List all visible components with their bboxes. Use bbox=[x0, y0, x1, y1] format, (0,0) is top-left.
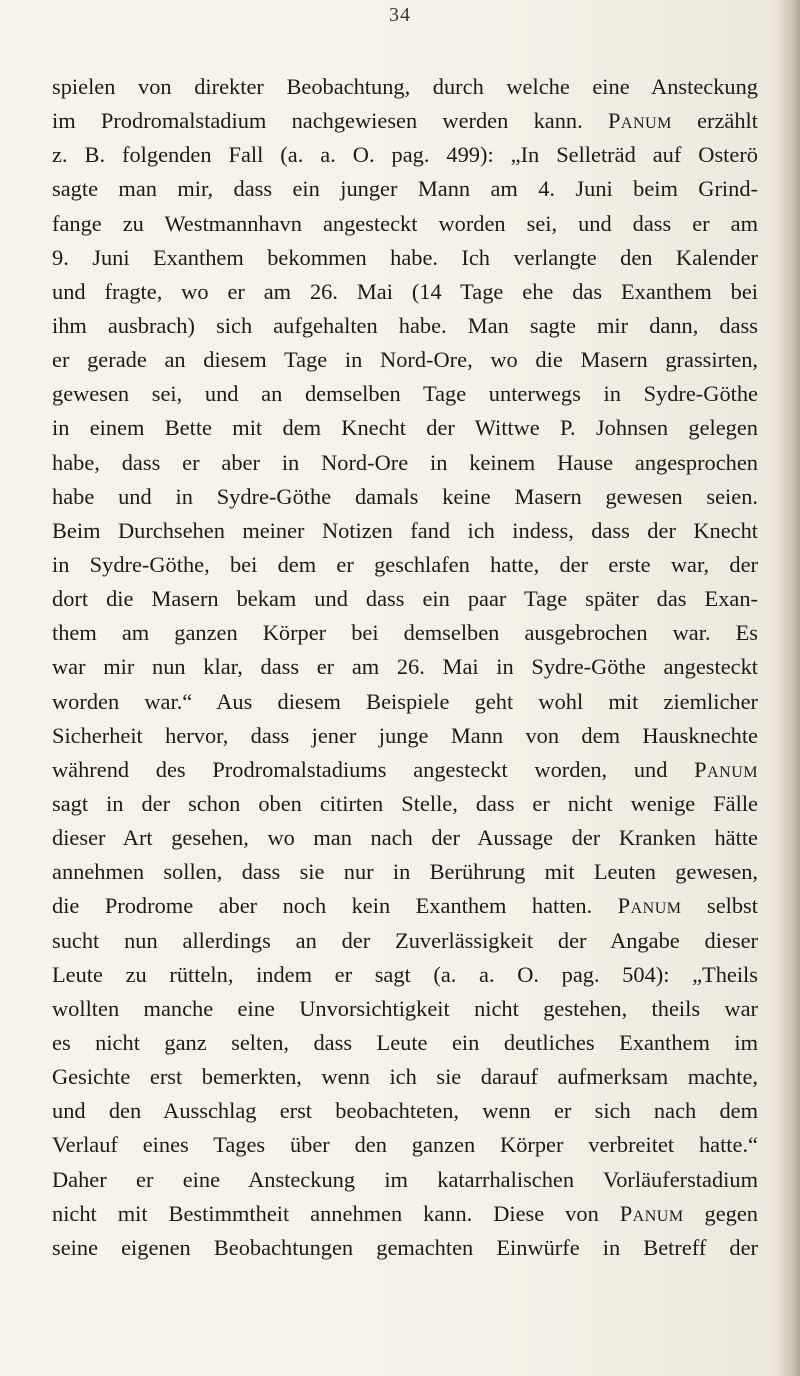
text-line bbox=[52, 70, 758, 104]
text-line bbox=[52, 1128, 758, 1162]
page-edge-shadow bbox=[778, 0, 800, 1376]
text-run: spielen von direkter Beobachtung, durch welche eine Ansteckung bbox=[52, 74, 758, 99]
text-run: Sicherheit hervor, dass jener junge Mann von dem Hausknechte bbox=[52, 722, 758, 748]
text-line bbox=[52, 1026, 758, 1060]
text-line bbox=[52, 309, 758, 343]
text-run: ihm ausbrach) sich aufgehalten habe. Man sagte mir dann, dass bbox=[52, 312, 758, 338]
text-run: wollten manche eine Unvorsichtigkeit nicht gestehen, theils war bbox=[52, 995, 758, 1021]
text-run: im Prodromalstadium nachgewiesen werden kann. bbox=[52, 108, 608, 134]
text-run: sagt in der schon oben citirten Stelle, dass er nicht wenige Fälle bbox=[52, 790, 758, 816]
text-line bbox=[52, 377, 758, 411]
text-line bbox=[52, 924, 758, 958]
text-run: Gesichte erst bemerkten, wenn ich sie darauf aufmerksam machte, bbox=[52, 1064, 758, 1090]
text-line bbox=[52, 616, 758, 650]
text-run: seine eigenen Beobachtungen gemachten Einwürfe in Betreff der bbox=[52, 1234, 758, 1260]
text-line bbox=[52, 343, 758, 377]
text-line bbox=[52, 1231, 758, 1265]
text-run: worden war.“ Aus diesem Beispiele geht wohl mit ziemlicher bbox=[52, 688, 758, 714]
text-run: in einem Bette mit dem Knecht der Wittwe P. Johnsen gelegen bbox=[52, 415, 758, 441]
author-name: Panum bbox=[617, 893, 682, 919]
text-run: Verlauf eines Tages über den ganzen Körper verbreitet hatte.“ bbox=[52, 1132, 758, 1158]
text-run: es nicht ganz selten, dass Leute ein deutliches Exanthem im bbox=[52, 1029, 758, 1055]
text-line bbox=[52, 446, 758, 480]
text-line bbox=[52, 104, 758, 138]
text-run: them am ganzen Körper bei demselben ausgebrochen war. Es bbox=[52, 620, 758, 646]
text-line bbox=[52, 1163, 758, 1197]
text-line bbox=[52, 548, 758, 582]
text-run: erzählt bbox=[671, 108, 758, 134]
text-run: in Sydre-Göthe, bei dem er geschlafen hatte, der erste war, der bbox=[52, 551, 758, 577]
text-line bbox=[52, 275, 758, 309]
text-line bbox=[52, 753, 758, 787]
text-run: und fragte, wo er am 26. Mai (14 Tage ehe das Exanthem bei bbox=[52, 278, 758, 304]
text-run: und den Ausschlag erst beobachteten, wenn er sich nach dem bbox=[52, 1098, 758, 1124]
text-run: fange zu Westmannhavn angesteckt worden sei, und dass er am bbox=[52, 210, 758, 236]
text-line bbox=[52, 480, 758, 514]
body-text bbox=[52, 70, 758, 1265]
text-line bbox=[52, 855, 758, 889]
text-line bbox=[52, 821, 758, 855]
text-run: habe und in Sydre-Göthe damals keine Masern gewesen seien. bbox=[52, 483, 758, 509]
text-line bbox=[52, 992, 758, 1026]
text-run: gegen bbox=[683, 1200, 758, 1226]
text-line bbox=[52, 514, 758, 548]
text-line bbox=[52, 1094, 758, 1128]
text-run: annehmen sollen, dass sie nur in Berührung mit Leuten gewesen, bbox=[52, 859, 758, 885]
text-run: Daher er eine Ansteckung im katarrhalischen Vorläuferstadium bbox=[52, 1166, 758, 1192]
text-run: sagte man mir, dass ein junger Mann am 4. Juni beim Grind- bbox=[52, 176, 758, 202]
text-run: Beim Durchsehen meiner Notizen fand ich indess, dass der Knecht bbox=[52, 517, 758, 543]
text-run: habe, dass er aber in Nord-Ore in keinem Hause angesprochen bbox=[52, 449, 758, 475]
text-line bbox=[52, 138, 758, 172]
author-name: Panum bbox=[607, 108, 672, 134]
text-run: die Prodrome aber noch kein Exanthem hatten. bbox=[52, 893, 618, 919]
text-run: sucht nun allerdings an der Zuverlässigkeit der Angabe dieser bbox=[52, 927, 758, 953]
text-run: war mir nun klar, dass er am 26. Mai in Sydre-Göthe angesteckt bbox=[52, 654, 758, 680]
text-line bbox=[52, 582, 758, 616]
author-name: Panum bbox=[694, 756, 758, 782]
page-number: 34 bbox=[389, 4, 411, 26]
text-line bbox=[52, 207, 758, 241]
author-name: Panum bbox=[619, 1200, 684, 1226]
text-run: nicht mit Bestimmtheit annehmen kann. Diese von bbox=[52, 1200, 620, 1226]
text-line bbox=[52, 685, 758, 719]
text-run: dort die Masern bekam und dass ein paar Tage später das Exan- bbox=[52, 586, 758, 612]
text-run: gewesen sei, und an demselben Tage unterwegs in Sydre-Göthe bbox=[52, 381, 758, 407]
text-line bbox=[52, 172, 758, 206]
text-run: 9. Juni Exanthem bekommen habe. Ich verlangte den Kalender bbox=[52, 244, 758, 270]
text-line bbox=[52, 650, 758, 684]
text-line bbox=[52, 241, 758, 275]
text-run: Leute zu rütteln, indem er sagt (a. a. O. pag. 504): „Theils bbox=[52, 961, 758, 987]
text-run: z. B. folgenden Fall (a. a. O. pag. 499): „In Selleträd auf Osterö bbox=[52, 142, 758, 168]
text-run: selbst bbox=[681, 893, 758, 919]
text-line bbox=[52, 889, 758, 923]
text-run: er gerade an diesem Tage in Nord-Ore, wo die Masern grassirten, bbox=[52, 347, 758, 373]
text-run: dieser Art gesehen, wo man nach der Aussage der Kranken hätte bbox=[52, 825, 758, 851]
text-line bbox=[52, 958, 758, 992]
text-line bbox=[52, 719, 758, 753]
text-line bbox=[52, 411, 758, 445]
text-line bbox=[52, 1197, 758, 1231]
text-line bbox=[52, 787, 758, 821]
text-run: während des Prodromalstadiums angesteckt worden, und bbox=[52, 756, 695, 782]
text-line bbox=[52, 1060, 758, 1094]
